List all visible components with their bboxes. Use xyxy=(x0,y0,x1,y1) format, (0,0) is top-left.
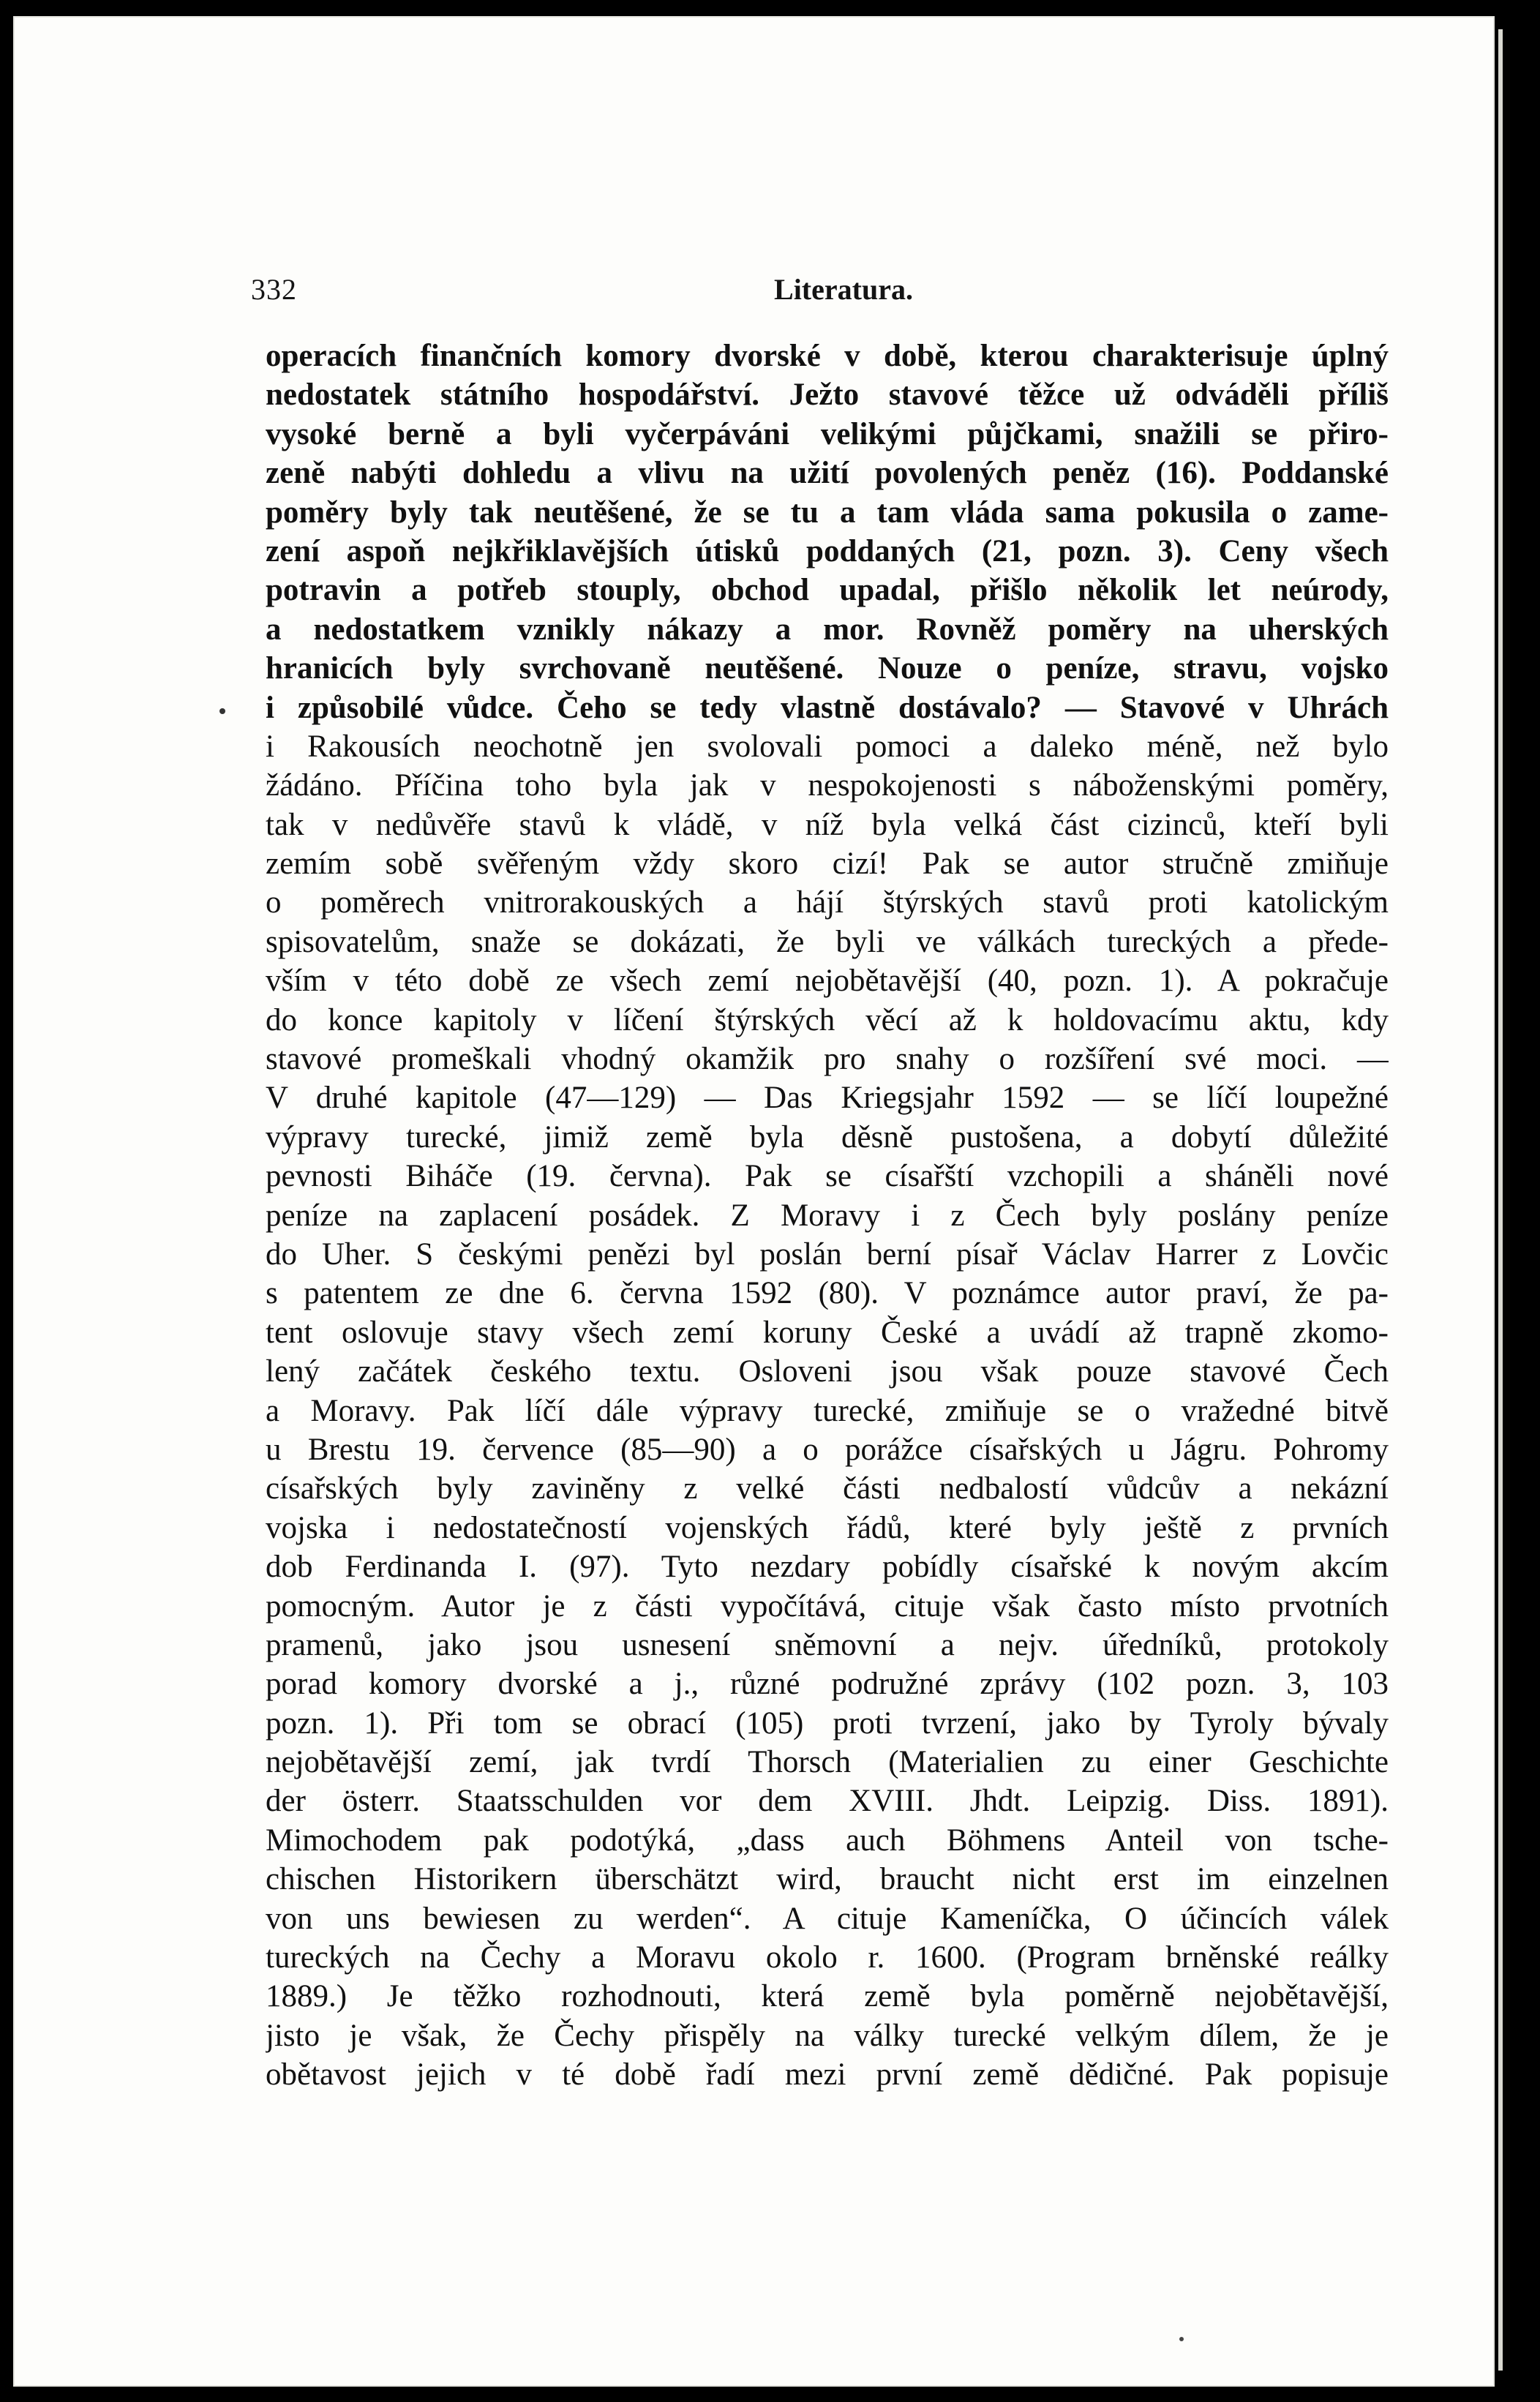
text-line: lený začátek českého textu. Osloveni jsou však pouze stavové Čech xyxy=(266,1354,1389,1389)
text-line: 1889.) Je těžko rozhodnouti, která země byla poměrně nejobětavější, xyxy=(266,1979,1389,2014)
text-line: s patentem ze dne 6. června 1592 (80). V poznámce autor praví, že pa- xyxy=(266,1276,1389,1311)
text-line: zemím sobě svěřeným vždy skoro cizí! Pak se autor stručně zmiňuje xyxy=(266,847,1389,882)
text-line: dob Ferdinanda I. (97). Tyto nezdary pobídly císařské k novým akcím xyxy=(266,1550,1389,1585)
text-line: chischen Historikern überschätzt wird, braucht nicht erst im einzelnen xyxy=(266,1862,1389,1897)
text-line: tent oslovuje stavy všech zemí koruny České a uvádí až trapně zkomo- xyxy=(266,1315,1389,1350)
text-line: zení aspoň nejkřiklavějších útisků poddaných (21, pozn. 3). Ceny všech xyxy=(266,533,1389,568)
text-line: i Rakousích neochotně jen svolovali pomoci a daleko méně, než bylo xyxy=(266,729,1389,764)
text-line: zeně nabýti dohledu a vlivu na užití povolených peněz (16). Poddanské xyxy=(266,456,1389,491)
text-line: porad komory dvorské a j., různé podružné zprávy (102 pozn. 3, 103 xyxy=(266,1667,1389,1702)
text-line: i způsobilé vůdce. Čeho se tedy vlastně dostávalo? — Stavové v Uhrách xyxy=(266,690,1389,725)
text-line: výpravy turecké, jimiž země byla děsně pustošena, a dobytí důležité xyxy=(266,1119,1389,1155)
body-text xyxy=(266,337,1389,2095)
text-line: jisto je však, že Čechy přispěly na války turecké velkým dílem, že je xyxy=(266,2018,1389,2053)
margin-mark xyxy=(1179,2337,1184,2341)
text-line: o poměrech vnitrorakouských a hájí štýrských stavů proti katolickým xyxy=(266,885,1389,920)
text-line: poměry byly tak neutěšené, že se tu a tam vláda sama pokusila o zame- xyxy=(266,495,1389,530)
page-edge-shadow xyxy=(1498,29,1503,2371)
text-line: Mimochodem pak podotýká, „dass auch Böhmens Anteil von tsche- xyxy=(266,1823,1389,1858)
text-line: u Brestu 19. července (85—90) a o porážce císařských u Jágru. Pohromy xyxy=(266,1432,1389,1467)
page-header-title: Literatura. xyxy=(774,273,913,306)
text-line: der österr. Staatsschulden vor dem XVIII. Jhdt. Leipzig. Diss. 1891). xyxy=(266,1784,1389,1819)
text-line: nejobětavější zemí, jak tvrdí Thorsch (Materialien zu einer Geschichte xyxy=(266,1745,1389,1780)
text-line: vojska i nedostatečností vojenských řádů, které byly ještě z prvních xyxy=(266,1510,1389,1545)
text-line: a nedostatkem vznikly nákazy a mor. Rovněž poměry na uherských xyxy=(266,612,1389,647)
text-line: tureckých na Čechy a Moravu okolo r. 1600. (Program brněnské reálky xyxy=(266,1940,1389,1975)
page-number: 332 xyxy=(251,273,297,306)
text-line: tak v nedůvěře stavů k vládě, v níž byla velká část cizinců, kteří byli xyxy=(266,807,1389,842)
text-line: operacích finančních komory dvorské v době, kterou charakterisuje úplný xyxy=(266,339,1389,373)
text-line: vším v této době ze všech zemí nejobětavější (40, pozn. 1). A pokračuje xyxy=(266,964,1389,999)
text-line: do konce kapitoly v líčení štýrských věcí až k holdovacímu aktu, kdy xyxy=(266,1002,1389,1037)
text-line: císařských byly zaviněny z velké části nedbalostí vůdcův a nekázní xyxy=(266,1471,1389,1506)
text-line: V druhé kapitole (47—129) — Das Kriegsjahr 1592 — se líčí loupežné xyxy=(266,1081,1389,1116)
text-line: pomocným. Autor je z části vypočítává, cituje však často místo prvotních xyxy=(266,1588,1389,1624)
text-line: pramenů, jako jsou usnesení sněmovní a nejv. úředníků, protokoly xyxy=(266,1627,1389,1662)
text-line: nedostatek státního hospodářství. Ježto stavové těžce už odváděli příliš xyxy=(266,378,1389,413)
text-line: vysoké berně a byli vyčerpáváni velikými půjčkami, snažili se přiro- xyxy=(266,416,1389,451)
text-line: potravin a potřeb stouply, obchod upadal, přišlo několik let neúrody, xyxy=(266,573,1389,608)
running-head xyxy=(251,272,1392,310)
text-line: hranicích byly svrchovaně neutěšené. Nouze o peníze, stravu, vojsko xyxy=(266,651,1389,686)
text-line: pevnosti Biháče (19. června). Pak se císařští vzchopili a sháněli nové xyxy=(266,1159,1389,1194)
text-line: do Uher. S českými penězi byl poslán berní písař Václav Harrer z Lovčic xyxy=(266,1236,1389,1272)
text-line: pozn. 1). Při tom se obrací (105) proti tvrzení, jako by Tyroly bývaly xyxy=(266,1705,1389,1741)
text-line: žádáno. Příčina toho byla jak v nespokojenosti s náboženskými poměry, xyxy=(266,768,1389,803)
text-line: spisovatelům, snaže se dokázati, že byli ve válkách tureckých a přede- xyxy=(266,924,1389,959)
text-line: peníze na zaplacení posádek. Z Moravy i z Čech byly poslány peníze xyxy=(266,1198,1389,1233)
margin-mark xyxy=(219,708,225,714)
text-line: von uns bewiesen zu werden“. A cituje Kameníčka, O účincích válek xyxy=(266,1901,1389,1936)
text-line: stavové promeškali vhodný okamžik pro snahy o rozšíření své moci. — xyxy=(266,1042,1389,1077)
text-line: a Moravy. Pak líčí dále výpravy turecké, zmiňuje se o vražedné bitvě xyxy=(266,1393,1389,1428)
text-line: obětavost jejich v té době řadí mezi první země dědičné. Pak popisuje xyxy=(266,2057,1389,2093)
